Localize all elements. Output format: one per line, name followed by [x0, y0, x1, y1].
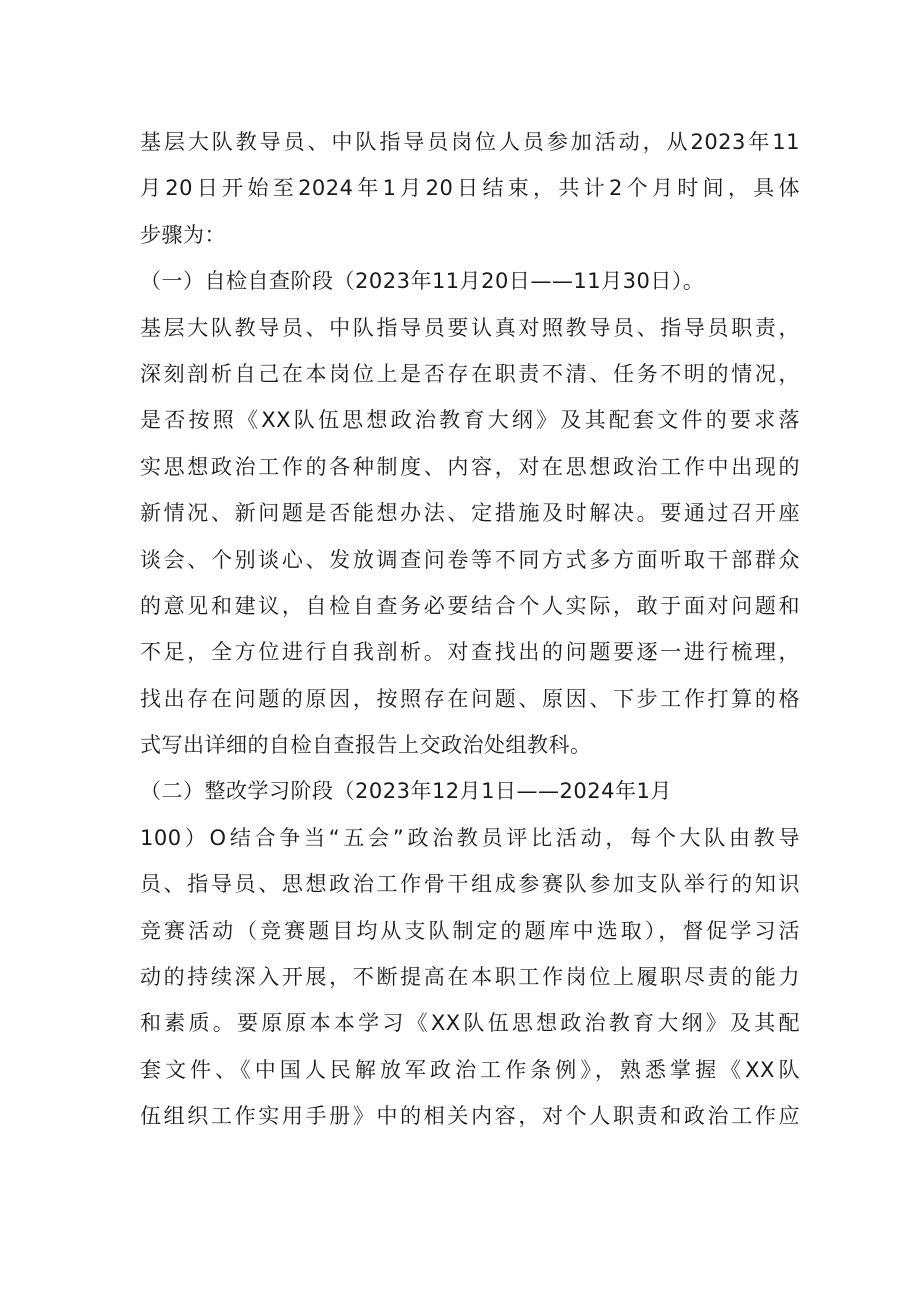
text-line: 式写出详细的自检自查报告上交政治处组教科。	[140, 733, 592, 758]
text-line: 和素质。要原原本本学习《XX队伍思想政治教育大纲》及其配	[140, 1011, 800, 1036]
text-line: 深刻剖析自己在本岗位上是否存在职责不清、任务不明的情况，	[140, 361, 800, 386]
document-body	[140, 119, 800, 1140]
text-line: 的意见和建议，自检自查务必要结合个人实际，敢于面对问题和	[140, 593, 800, 618]
text-line: 基层大队教导员、中队指导员要认真对照教导员、指导员职责，	[140, 315, 800, 340]
text-line: 谈会、个别谈心、发放调查问卷等不同方式多方面听取干部群众	[140, 547, 800, 572]
text-line: 实思想政治工作的各种制度、内容，对在思想政治工作中出现的	[140, 454, 800, 479]
text-line: （一）自检自查阶段（2023年11月20日——11月30日）。	[140, 269, 705, 294]
text-line: 找出存在问题的原因，按照存在问题、原因、下步工作打算的格	[140, 686, 800, 711]
text-line: 套文件、《中国人民解放军政治工作条例》，熟悉掌握《XX队	[140, 1057, 800, 1082]
text-line: （二）整改学习阶段（2023年12月1日——2024年1月	[140, 779, 672, 804]
text-line: 伍组织工作实用手册》中的相关内容，对个人职责和政治工作应	[140, 1104, 800, 1129]
text-line: 员、指导员、思想政治工作骨干组成参赛队参加支队举行的知识	[140, 872, 800, 897]
text-line: 动的持续深入开展，不断提高在本职工作岗位上履职尽责的能力	[140, 965, 800, 990]
text-line: 月20日开始至2024年1月20日结束，共计2个月时间，具体	[140, 176, 800, 201]
text-line: 步骤为：	[140, 222, 226, 247]
text-line: 竞赛活动（竞赛题目均从支队制定的题库中选取），督促学习活	[140, 918, 800, 943]
text-line: 不足，全方位进行自我剖析。对查找出的问题要逐一进行梳理，	[140, 640, 800, 665]
text-line: 新情况、新问题是否能想办法、定措施及时解决。要通过召开座	[140, 501, 800, 526]
text-line: 100）O结合争当“五会”政治教员评比活动，每个大队由教导	[140, 825, 800, 850]
text-line: 是否按照《XX队伍思想政治教育大纲》及其配套文件的要求落	[140, 408, 800, 433]
text-line: 基层大队教导员、中队指导员岗位人员参加活动，从2023年11	[140, 130, 800, 154]
